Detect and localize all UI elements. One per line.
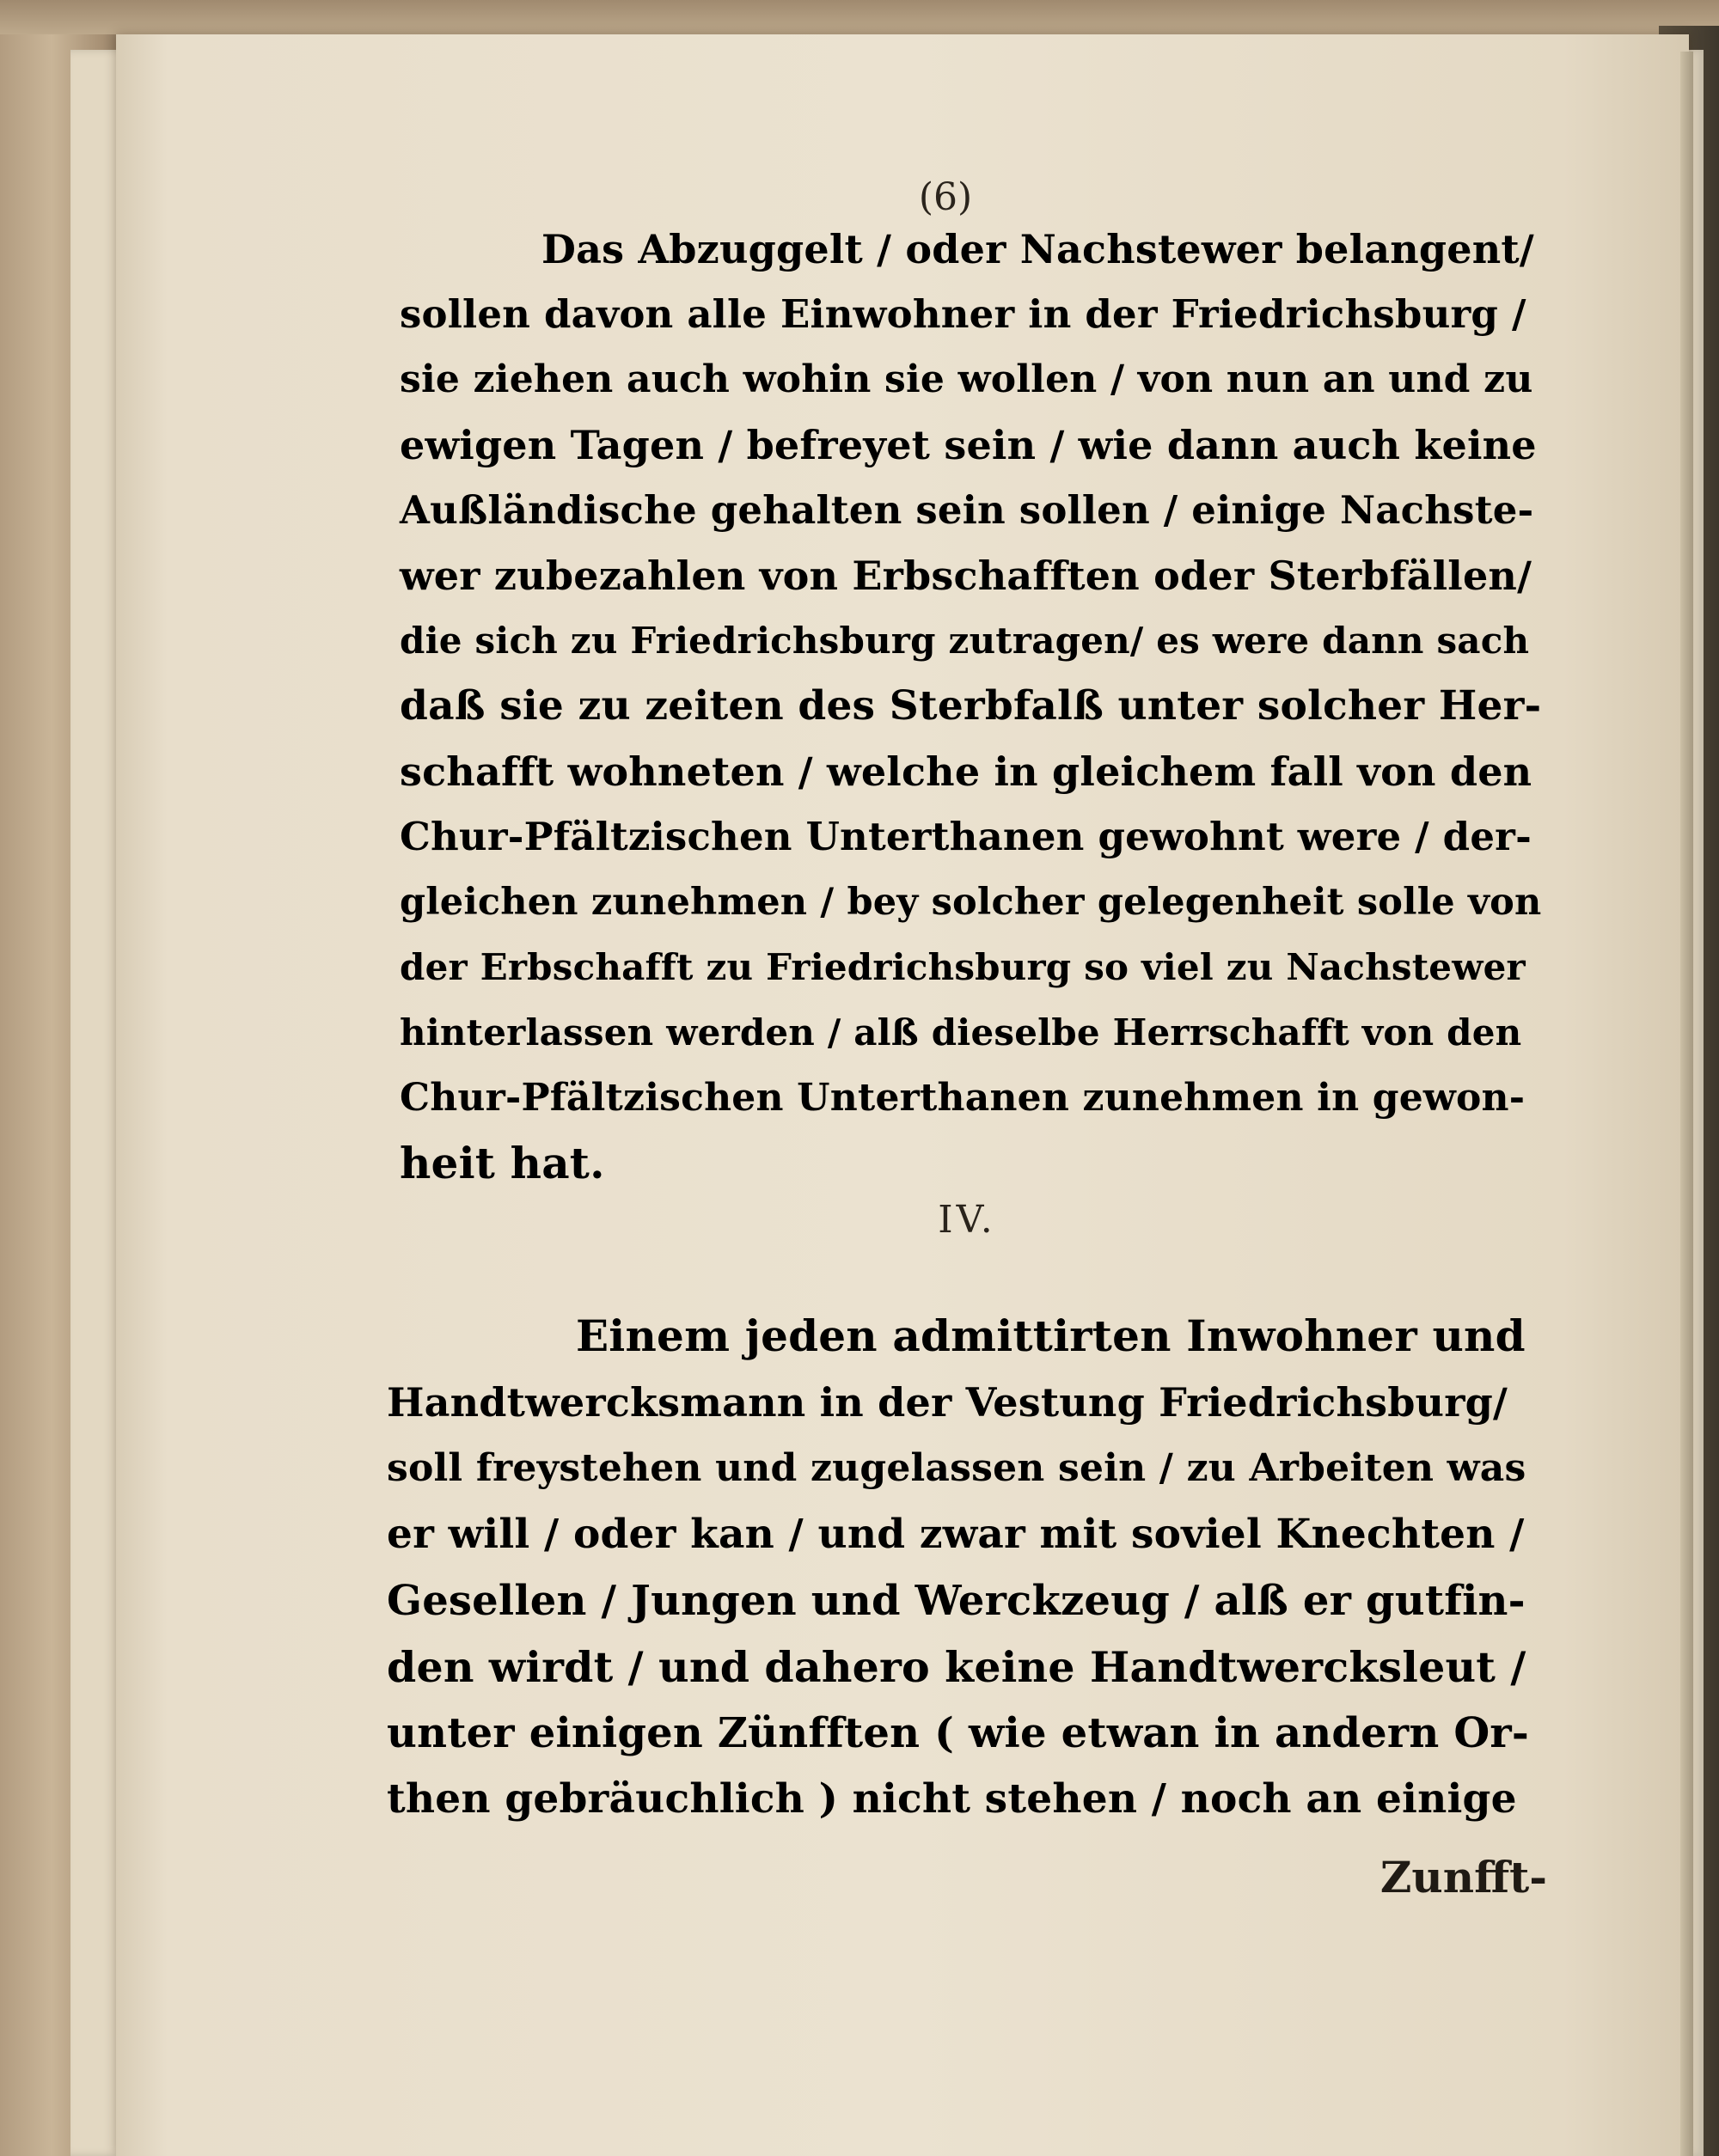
page-fold — [1680, 52, 1693, 2156]
text-line: unter einigen Zünfften ( wie etwan in andern Or- — [387, 1709, 1530, 1757]
text-line: Chur-Pfältzischen Unterthanen zunehmen in gewon- — [400, 1076, 1526, 1120]
page-number: (6) — [918, 175, 973, 219]
text-line: ewigen Tagen / befreyet sein / wie dann auch keine — [400, 422, 1537, 468]
text-line: den wirdt / und dahero keine Handtwercksleut / — [387, 1642, 1526, 1692]
text-line: soll freystehen und zugelassen sein / zu Arbeiten was — [387, 1446, 1526, 1490]
text-line: Einem jeden admittirten Inwohner und — [576, 1310, 1526, 1361]
catchword: Zunfft- — [1379, 1852, 1547, 1903]
text-line: er will / oder kan / und zwar mit soviel Knechten / — [387, 1511, 1525, 1558]
text-line: gleichen zunehmen / bey solcher gelegenheit solle von — [400, 881, 1542, 924]
text-line: wer zubezahlen von Erbschafften oder Sterbfällen/ — [400, 553, 1532, 599]
text-line: then gebräuchlich ) nicht stehen / noch an einige — [387, 1775, 1517, 1823]
text-line: sollen davon alle Einwohner in der Friedrichsburg / — [400, 291, 1526, 337]
text-line: Handtwercksmann in der Vestung Friedrichsburg/ — [387, 1379, 1508, 1426]
text-line: die sich zu Friedrichsburg zutragen/ es were dann sach — [400, 620, 1530, 662]
text-line: schafft wohneten / welche in gleichem fall von den — [400, 748, 1532, 795]
text-line: daß sie zu zeiten des Sterbfalß unter solcher Her- — [400, 682, 1542, 730]
text-line: Gesellen / Jungen und Werckzeug / alß er gutfin- — [387, 1577, 1526, 1625]
text-line: Chur-Pfältzischen Unterthanen gewohnt were / der- — [400, 814, 1532, 859]
section-heading: IV. — [938, 1198, 996, 1242]
text-line: heit hat. — [400, 1138, 605, 1188]
text-line: sie ziehen auch wohin sie wollen / von nun an und zu — [400, 357, 1533, 401]
text-line: der Erbschafft zu Friedrichsburg so viel zu Nachstewer — [400, 946, 1526, 988]
scan-top-edge — [0, 0, 1719, 34]
text-line: Außländische gehalten sein sollen / einige Nachste- — [400, 487, 1534, 533]
text-line: hinterlassen werden / alß dieselbe Herrschafft von den — [400, 1011, 1522, 1054]
text-line: Das Abzuggelt / oder Nachstewer belangent/ — [541, 226, 1534, 272]
